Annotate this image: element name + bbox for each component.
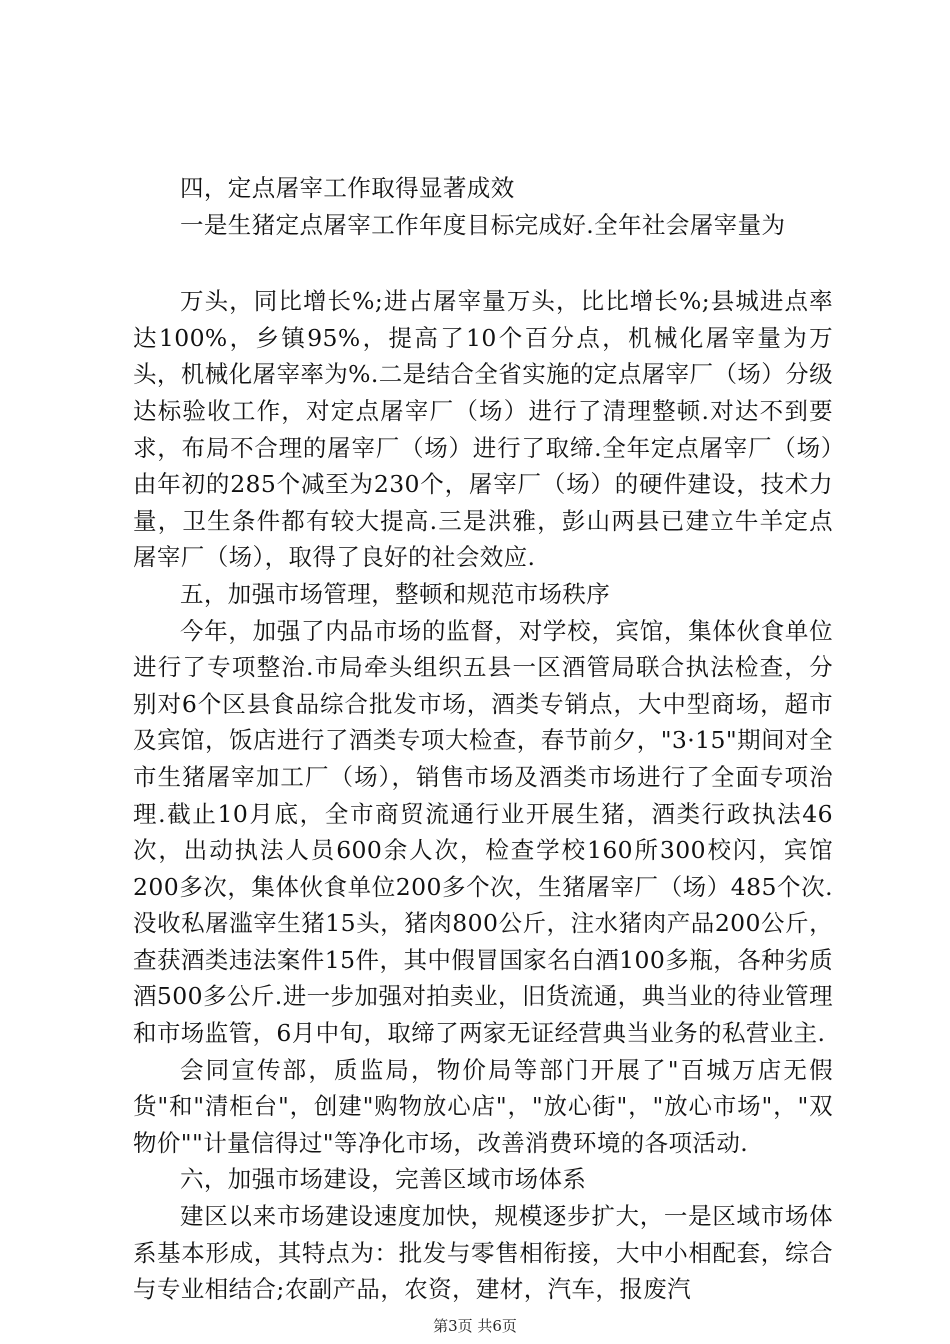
section-heading-5: 五，加强市场管理，整顿和规范市场秩序	[180, 579, 611, 608]
document-body	[133, 170, 833, 1308]
page-number-footer: 第3页 共6页	[433, 1317, 517, 1335]
paragraph: 建区以来市场建设速度加快，规模逐步扩大，一是区域市场体系基本形成，其特点为：批发与零售相衔接，大中小相配套，综合与专业相结合;农副产品，农资，建材，汽车，报废汽	[133, 1202, 833, 1304]
section-heading-4: 四，定点屠宰工作取得显著成效	[180, 174, 515, 202]
section-heading-6: 六，加强市场建设，完善区域市场体系	[180, 1165, 587, 1194]
paragraph: 万头，同比增长%;进占屠宰量万头，比比增长%;县城进点率达100%，乡镇95%，提高了10个百分点，机械化屠宰量为万头，机械化屠宰率为%.二是结合全省实施的定点屠宰厂（场）分级达标验收工作，对定点屠宰厂（场）进行了清理整顿.对达不到要求，布局不合理的屠宰厂（场）进行了取缔.全年定点屠宰厂（场）由年初的285个减至为230个，屠宰厂（场）的硬件建设，技术力量，卫生条件都有较大提高.三是洪雅，彭山两县已建立牛羊定点屠宰厂（场），取得了良好的社会效应.	[133, 287, 833, 572]
paragraph: 今年，加强了内品市场的监督，对学校，宾馆，集体伙食单位进行了专项整治.市局牵头组织五县一区酒管局联合执法检查，分别对6个区县食品综合批发市场，酒类专销点，大中型商场，超市及宾馆，饭店进行了酒类专项大检查，春节前夕，"3·15"期间对全市生猪屠宰加工厂（场），销售市场及酒类市场进行了全面专项治理.截止10月底，全市商贸流通行业开展生猪，酒类行政执法46次，出动执法人员600余人次，检查学校160所300校闪，宾馆200多次，集体伙食单位200多个次，生猪屠宰厂（场）485个次.没收私屠滥宰生猪15头，猪肉800公斤，注水猪肉产品200公斤，查获酒类违法案件15件，其中假冒国家名白酒100多瓶，各种劣质酒500多公斤.进一步加强对拍卖业，旧货流通，典当业的待业管理和市场监管，6月中旬，取缔了两家无证经营典当业务的私营业主.	[133, 616, 833, 1048]
paragraph: 会同宣传部，质监局，物价局等部门开展了"百城万店无假货"和"清柜台"，创建"购物放心店"，"放心街"，"放心市场"，"双物价""计量信得过"等净化市场，改善消费环境的各项活动.	[133, 1055, 833, 1157]
blank-line	[133, 243, 833, 283]
paragraph: 一是生猪定点屠宰工作年度目标完成好.全年社会屠宰量为	[180, 210, 786, 239]
